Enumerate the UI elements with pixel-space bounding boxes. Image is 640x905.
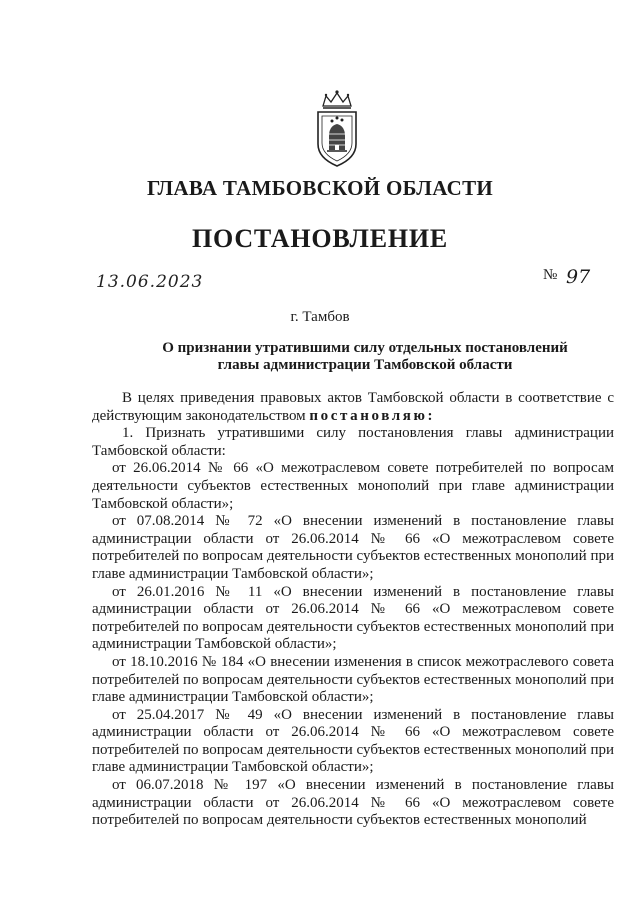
document-type-title: ПОСТАНОВЛЕНИЕ	[191, 224, 449, 253]
city-label: г. Тамбов	[290, 309, 350, 325]
tambov-coat-of-arms-icon	[296, 88, 378, 170]
decree-keyword: постановляю:	[309, 407, 436, 424]
repealed-act-item: от 26.01.2016 № 11 «О внесении изменений в постановление главы администрации области от 26.06.2014 № 66 «О межотраслевом совете потребителей по вопросам деятельности субъектов естественных монополий при администрации Тамбовской области»;	[92, 583, 614, 653]
repealed-act-item: от 18.10.2016 № 184 «О внесении изменения в список межотраслевого совета потребителей по вопросам деятельности субъектов естественных монополий при главе администрации Тамбовской области»;	[92, 653, 614, 706]
point-paragraph: 1. Признать утратившими силу постановления главы администрации Тамбовской области:	[92, 425, 614, 459]
repealed-act-item: от 26.06.2014 № 66 «О межотраслевом совете потребителей по вопросам деятельности субъектов естественных монополий при главе администрации Тамбовской области»;	[92, 460, 614, 512]
repealed-act-item: от 07.08.2014 № 72 «О внесении изменений в постановление главы администрации области от 26.06.2014 № 66 «О межотраслевом совете потребителей по вопросам деятельности субъектов естественных монополий при главе администрации Тамбовской области»;	[92, 513, 614, 582]
repealed-act-item: от 06.07.2018 № 197 «О внесении изменений в постановление главы администрации области от 26.06.2014 № 66 «О межотраслевом совете потребителей по вопросам деятельности субъектов естественных монополий	[92, 777, 614, 829]
intro-text: В целях приведения правовых актов Тамбовской области в соответствие с действующим законодательством	[92, 390, 614, 424]
repealed-act-item: от 25.04.2017 № 49 «О внесении изменений в постановление главы администрации области от 26.06.2014 № 66 «О межотраслевом совете потребителей по вопросам деятельности субъектов естественных монополий при главе администрации Тамбовской области»;	[92, 706, 614, 776]
authority-title: ГЛАВА ТАМБОВСКОЙ ОБЛАСТИ	[146, 176, 494, 200]
document-subject	[130, 340, 600, 374]
subject-line: О признании утратившими силу отдельных постановлений	[162, 340, 568, 356]
subject-line: главы администрации Тамбовской области	[217, 357, 513, 373]
document-number: 97	[566, 266, 591, 288]
document-number-label: №	[543, 267, 558, 283]
document-date: 13.06.2023	[96, 272, 204, 292]
intro-paragraph	[92, 390, 614, 425]
document-body	[92, 390, 614, 830]
